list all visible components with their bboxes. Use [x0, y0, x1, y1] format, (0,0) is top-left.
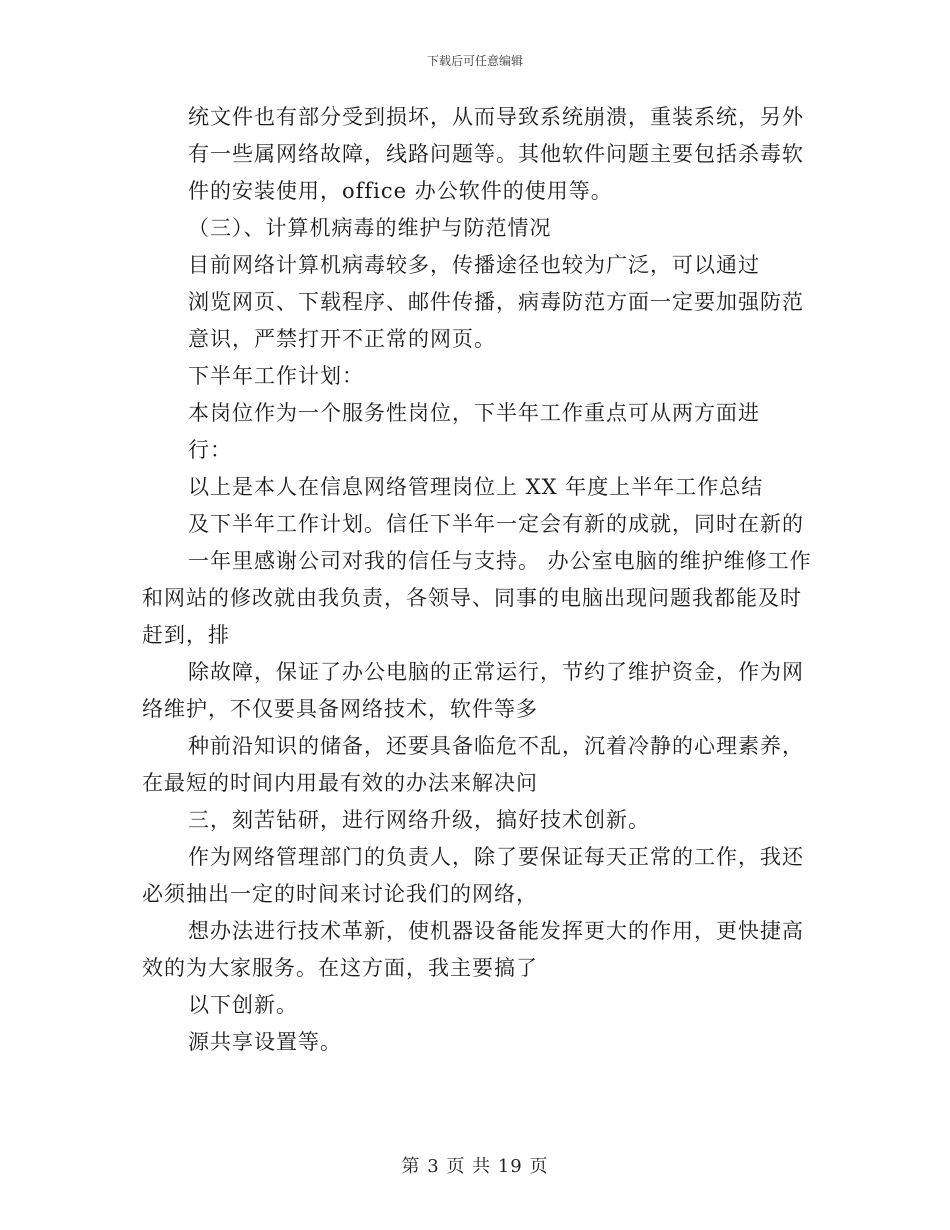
text-line: 意识，严禁打开不正常的网页。: [188, 327, 496, 351]
text-line: 目前网络计算机病毒较多，传播途径也较为广泛，可以通过: [188, 253, 760, 277]
page-number-footer: 第 3 页 共 19 页: [401, 1156, 549, 1177]
text-line: 赶到，排: [142, 623, 230, 647]
text-line: 效的为大家服务。在这方面，我主要搞了: [142, 956, 538, 980]
text-line: 统文件也有部分受到损坏，从而导致系统崩溃，重装系统，另外: [188, 105, 804, 129]
text-line: 本岗位作为一个服务性岗位，下半年工作重点可从两方面进: [188, 401, 760, 425]
text-line: 件的安装使用，office 办公软件的使用等。: [188, 179, 613, 203]
text-line: （三）、计算机病毒的维护与防范情况: [188, 216, 552, 240]
text-line: 在最短的时间内用最有效的办法来解决问: [142, 771, 538, 795]
text-line: 浏览网页、下载程序、邮件传播，病毒防范方面一定要加强防范: [188, 290, 804, 314]
text-line: 以下创新。: [188, 993, 298, 1017]
text-line: 及下半年工作计划。信任下半年一定会有新的成就，同时在新的: [188, 512, 804, 536]
text-line: 源共享设置等。: [188, 1030, 342, 1054]
text-line: 有一些属网络故障，线路问题等。其他软件问题主要包括杀毒软: [188, 142, 804, 166]
text-line: 作为网络管理部门的负责人，除了要保证每天正常的工作，我还: [188, 845, 804, 869]
text-line: 行：: [188, 438, 232, 462]
text-line: 下半年工作计划：: [188, 364, 364, 388]
text-line: 以上是本人在信息网络管理岗位上 XX 年度上半年工作总结: [188, 475, 764, 499]
text-line: 想办法进行技术革新，使机器设备能发挥更大的作用，更快捷高: [188, 919, 804, 943]
page-header: 下载后可任意编辑: [426, 54, 523, 68]
text-line: 三，刻苦钻研，进行网络升级，搞好技术创新。: [188, 808, 650, 832]
text-line: 种前沿知识的储备，还要具备临危不乱，沉着冷静的心理素养，: [188, 734, 804, 758]
text-line: 必须抽出一定的时间来讨论我们的网络，: [142, 882, 538, 906]
text-line: 和网站的修改就由我负责，各领导、同事的电脑出现问题我都能及时: [142, 586, 802, 610]
text-line: 一年里感谢公司对我的信任与支持。 办公室电脑的维护维修工作: [188, 549, 812, 573]
text-line: 络维护，不仅要具备网络技术，软件等多: [142, 697, 538, 721]
text-line: 除故障，保证了办公电脑的正常运行，节约了维护资金，作为网: [188, 660, 804, 684]
